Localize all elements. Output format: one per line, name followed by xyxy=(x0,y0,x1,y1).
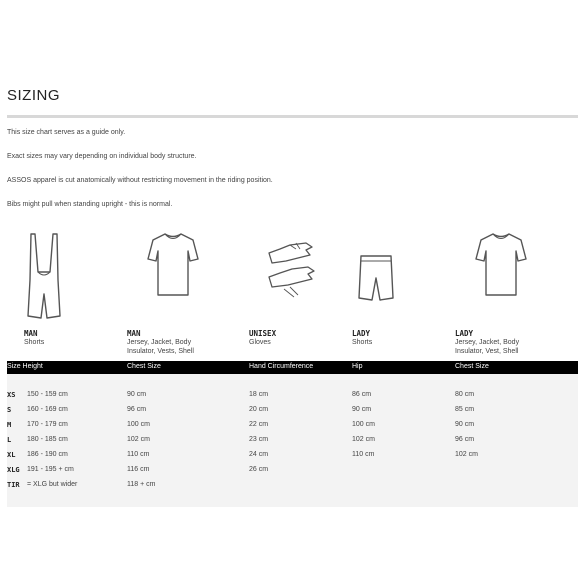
column-who: LADY xyxy=(352,329,371,338)
bib-shorts-icon xyxy=(24,230,64,322)
intro-line-4: Bibs might pull when standing upright - this is normal. xyxy=(7,201,173,208)
column-who: MAN xyxy=(24,329,38,338)
height-cell: 160 - 169 cm xyxy=(27,406,68,413)
size-table xyxy=(7,374,578,507)
hand-cell: 20 cm xyxy=(249,406,269,413)
lady-chest-cell: 90 cm xyxy=(455,421,475,428)
size-label: M xyxy=(7,421,12,429)
hip-cell: 90 cm xyxy=(352,406,372,413)
gloves-icon xyxy=(266,241,318,299)
hand-cell: 18 cm xyxy=(249,391,269,398)
column-what-2: Insulator, Vest, Shell xyxy=(455,348,519,355)
chest-cell: 90 cm xyxy=(127,391,147,398)
intro-line-3: ASSOS apparel is cut anatomically without restricting movement in the riding position. xyxy=(7,177,273,184)
column-heading-lady-shorts xyxy=(352,329,372,347)
title-divider xyxy=(7,115,578,118)
hip-cell: 110 cm xyxy=(352,451,375,458)
size-label: XLG xyxy=(7,466,20,474)
column-what-2: Insulator, Vests, Shell xyxy=(127,348,194,355)
chest-cell: 110 cm xyxy=(127,451,150,458)
hip-cell: 86 cm xyxy=(352,391,372,398)
hip-cell: 102 cm xyxy=(352,436,375,443)
size-label: XS xyxy=(7,391,16,399)
lady-chest-cell: 102 cm xyxy=(455,451,478,458)
intro-line-2: Exact sizes may vary depending on individual body structure. xyxy=(7,153,197,160)
table-header-bar xyxy=(7,361,578,374)
column-what: Gloves xyxy=(249,339,271,346)
column-what: Jersey, Jacket, Body xyxy=(455,339,520,346)
size-label: S xyxy=(7,406,12,414)
jersey-icon xyxy=(474,231,528,299)
height-cell: 150 - 159 cm xyxy=(27,391,68,398)
chest-cell: 96 cm xyxy=(127,406,147,413)
chest-cell: 116 cm xyxy=(127,466,150,473)
intro-line-1: This size chart serves as a guide only. xyxy=(7,129,126,136)
hand-cell: 24 cm xyxy=(249,451,269,458)
hand-cell: 22 cm xyxy=(249,421,269,428)
chest-cell: 118 + cm xyxy=(127,481,156,488)
column-who: MAN xyxy=(127,329,141,338)
lady-chest-cell: 96 cm xyxy=(455,436,475,443)
jersey-icon xyxy=(146,231,200,299)
hip-cell: 100 cm xyxy=(352,421,375,428)
lady-chest-cell: 80 cm xyxy=(455,391,475,398)
header-size-height: Size Height xyxy=(7,363,43,370)
column-who: UNISEX xyxy=(249,329,277,338)
chest-cell: 100 cm xyxy=(127,421,150,428)
header-chest-size: Chest Size xyxy=(127,363,161,370)
height-cell: 170 - 179 cm xyxy=(27,421,68,428)
height-cell: 191 - 195 + cm xyxy=(27,466,74,473)
header-hip: Hip xyxy=(352,363,363,370)
chest-cell: 102 cm xyxy=(127,436,150,443)
lady-chest-cell: 85 cm xyxy=(455,406,475,413)
column-heading-man-shorts xyxy=(24,329,44,347)
shorts-icon xyxy=(356,252,396,304)
column-heading-unisex-gloves xyxy=(249,329,276,347)
hand-cell: 26 cm xyxy=(249,466,269,473)
column-what: Shorts xyxy=(352,339,373,346)
column-who: LADY xyxy=(455,329,474,338)
header-lady-chest-size: Chest Size xyxy=(455,363,489,370)
column-heading-man-jersey xyxy=(127,329,194,356)
column-heading-lady-jersey xyxy=(455,329,519,356)
height-cell: = XLG but wider xyxy=(27,481,78,488)
size-label: L xyxy=(7,436,12,444)
height-cell: 186 - 190 cm xyxy=(27,451,68,458)
column-what: Jersey, Jacket, Body xyxy=(127,339,192,346)
hand-cell: 23 cm xyxy=(249,436,269,443)
size-label: XL xyxy=(7,451,16,459)
height-cell: 180 - 185 cm xyxy=(27,436,68,443)
column-what: Shorts xyxy=(24,339,45,346)
size-label: TIR xyxy=(7,481,20,489)
page-title: SIZING xyxy=(7,87,61,104)
header-hand-circumference: Hand Circumference xyxy=(249,363,314,370)
